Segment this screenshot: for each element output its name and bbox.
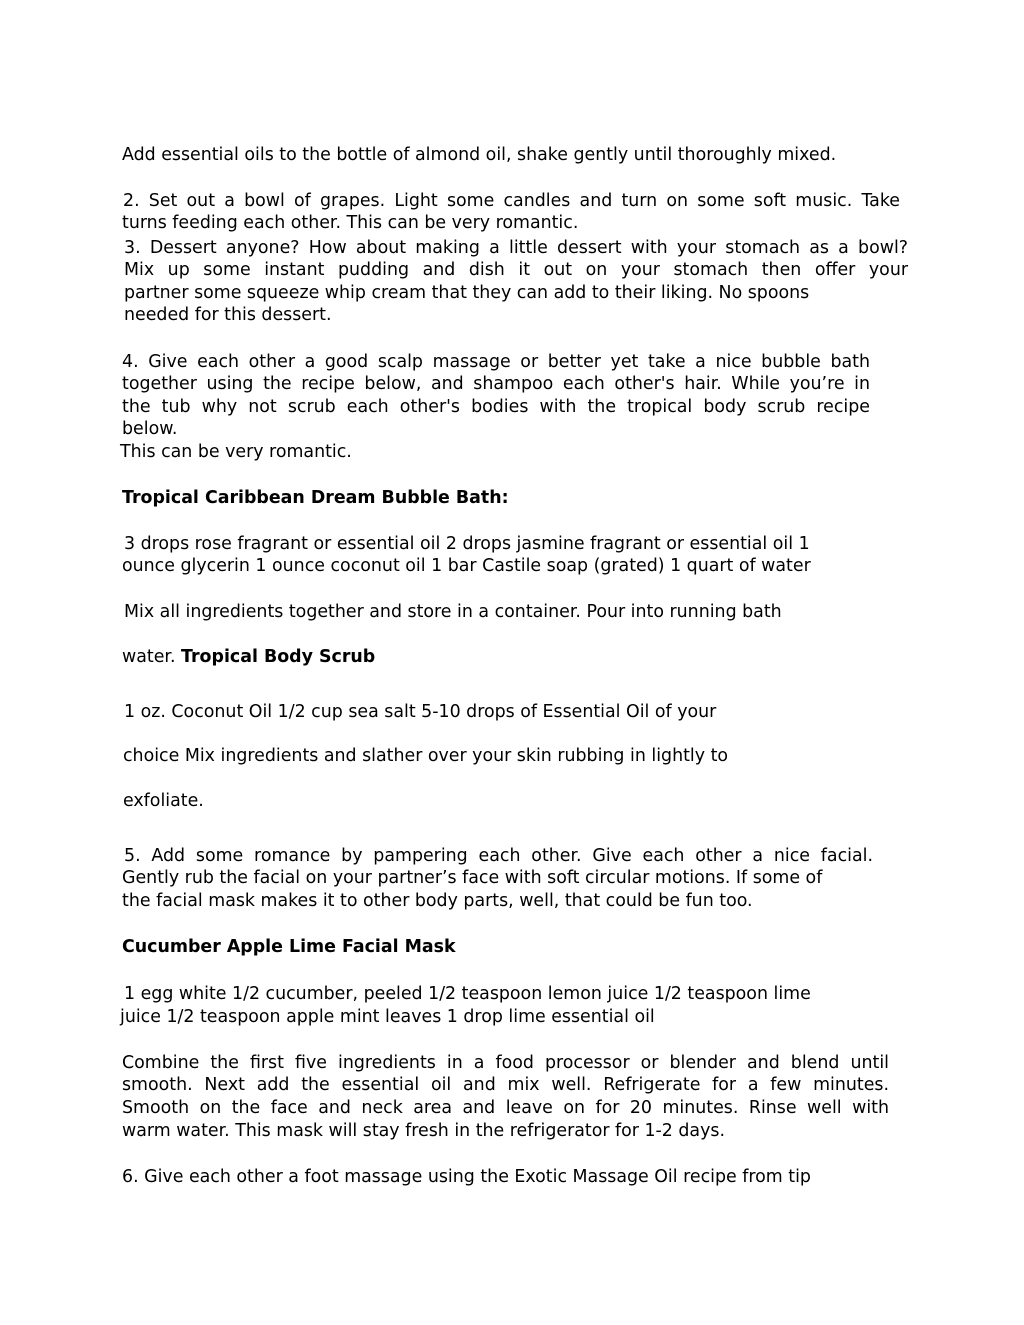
mask-ingredients-line-1: 1 egg white 1/2 cucumber, peeled 1/2 teaspoon lemon juice 1/2 teaspoon lime — [124, 984, 811, 1004]
mask-directions-line-4: warm water. This mask will stay fresh in the refrigerator for 1-2 days. — [122, 1121, 725, 1141]
mask-ingredients-line-2: juice 1/2 teaspoon apple mint leaves 1 drop lime essential oil — [120, 1007, 655, 1027]
paragraph-intro: Add essential oils to the bottle of almond oil, shake gently until thoroughly mixed. — [122, 145, 837, 165]
mask-directions-line-1: Combine the first five ingredients in a food processor or blender and blend until — [122, 1053, 889, 1073]
paragraph-5-line-2: Gently rub the facial on your partner’s face with soft circular motions. If some of — [122, 868, 823, 888]
paragraph-2-line-1: 2. Set out a bowl of grapes. Light some candles and turn on some soft music. Take — [123, 191, 900, 211]
bubble-ingredients-line-1: 3 drops rose fragrant or essential oil 2 drops jasmine fragrant or essential oil 1 — [124, 534, 810, 554]
scrub-line-3: exfoliate. — [123, 791, 204, 811]
bubble-directions-end-line — [122, 646, 375, 668]
heading-facial-mask: Cucumber Apple Lime Facial Mask — [122, 937, 456, 957]
paragraph-3-line-1: 3. Dessert anyone? How about making a little dessert with your stomach as a bowl? — [124, 238, 908, 258]
bubble-ingredients-line-2: ounce glycerin 1 ounce coconut oil 1 bar Castile soap (grated) 1 quart of water — [122, 556, 811, 576]
paragraph-3-line-3: partner some squeeze whip cream that they can add to their liking. No spoons — [124, 283, 810, 303]
paragraph-6: 6. Give each other a foot massage using the Exotic Massage Oil recipe from tip — [122, 1167, 811, 1187]
scrub-line-2: choice Mix ingredients and slather over your skin rubbing in lightly to — [123, 746, 729, 766]
scrub-line-1: 1 oz. Coconut Oil 1/2 cup sea salt 5-10 drops of Essential Oil of your — [124, 702, 717, 722]
mask-directions-line-2: smooth. Next add the essential oil and mix well. Refrigerate for a few minutes. — [122, 1075, 889, 1095]
paragraph-4-line-3: the tub why not scrub each other's bodies with the tropical body scrub recipe — [122, 397, 870, 417]
paragraph-5-line-3: the facial mask makes it to other body parts, well, that could be fun too. — [122, 891, 753, 911]
paragraph-4-line-5: This can be very romantic. — [120, 442, 352, 462]
paragraph-4-line-1: 4. Give each other a good scalp massage or better yet take a nice bubble bath — [122, 352, 870, 372]
paragraph-5-line-1: 5. Add some romance by pampering each other. Give each other a nice facial. — [124, 846, 873, 866]
paragraph-3-line-4: needed for this dessert. — [124, 305, 332, 325]
paragraph-2-line-2: turns feeding each other. This can be very romantic. — [122, 213, 579, 233]
mask-directions-line-3: Smooth on the face and neck area and leave on for 20 minutes. Rinse well with — [122, 1098, 889, 1118]
bubble-directions: Mix all ingredients together and store in a container. Pour into running bath — [124, 602, 782, 622]
paragraph-4-line-2: together using the recipe below, and shampoo each other's hair. While you’re in — [122, 374, 870, 394]
heading-body-scrub: Tropical Body Scrub — [181, 647, 376, 667]
heading-bubble-bath: Tropical Caribbean Dream Bubble Bath: — [122, 488, 509, 508]
paragraph-3-line-2: Mix up some instant pudding and dish it out on your stomach then offer your — [124, 260, 908, 280]
paragraph-4-line-4: below. — [122, 419, 178, 439]
bubble-directions-end: water. — [122, 647, 176, 667]
